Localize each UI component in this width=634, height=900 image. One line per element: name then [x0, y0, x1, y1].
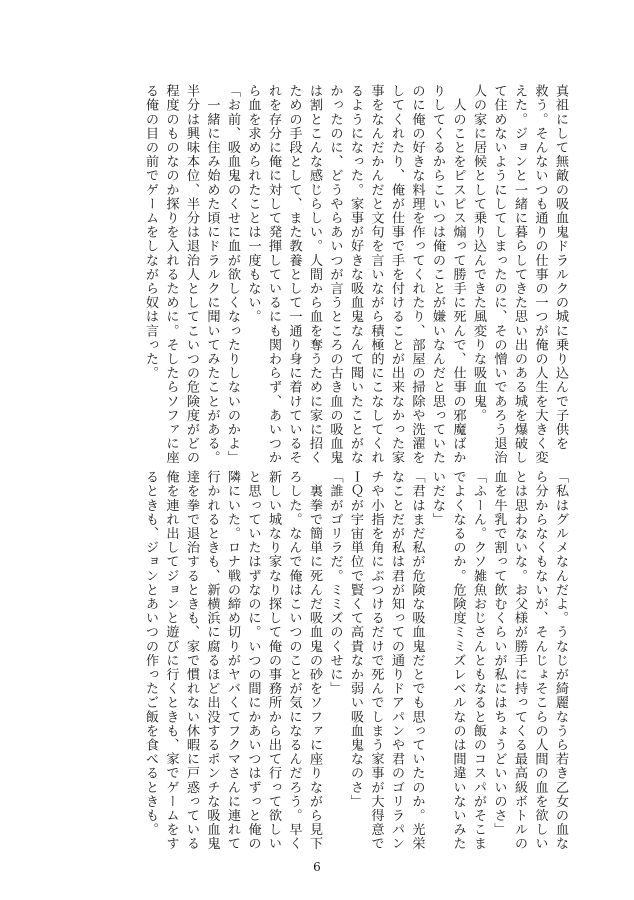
- upper-text-column: れを存分に俺に対して発揮しているにも関わらず、あいつか: [266, 84, 281, 465]
- lower-text-column: 達を拳で退治するときも、家で慣れない休暇に戸惑っている: [184, 470, 199, 851]
- upper-text-column: て住めないようにしてしまったのに、その憎いであろう退治: [491, 84, 507, 465]
- upper-text-column: 人の家に居候として乗り込んできた風変りな吸血鬼。: [471, 84, 486, 423]
- upper-text-column: りしてくるからこいつは俺のことが嫌いなんだと思っていた: [430, 84, 445, 465]
- upper-text-column: 人のことをピスピス煽って勝手に死んで、仕事の邪魔ばか: [450, 84, 466, 465]
- lower-text-column: 「ふーん。クソ雑魚おじさんともなると飯のコスパがそこま: [471, 470, 486, 851]
- upper-text-block: [140, 84, 571, 465]
- upper-text-column: は割とこんな感じらしい。人間から血を奪うために家に招く: [307, 84, 322, 465]
- lower-text-column: 裏拳で簡単に死んだ吸血鬼の砂をソファに座りながら見下: [307, 470, 322, 851]
- lower-text-column: ＩＱが宇宙単位で賢くて高貴なか弱い吸血鬼なのさ」: [348, 470, 363, 809]
- lower-text-column: いだな」: [430, 470, 445, 527]
- upper-text-column: えた。ジョンと一緒に暮らしてきた思い出のある城を爆破し: [512, 84, 527, 465]
- lower-text-block: [140, 470, 571, 851]
- upper-text-column: 真祖にして無敵の吸血鬼ドラルクの城に乗り込んで子供を: [553, 84, 568, 451]
- lower-text-column: 血を牛乳で割って飲むくらいが私にはちょうどいいのさ」: [491, 470, 507, 837]
- lower-text-column: 行かれるときも、新横浜に腐るほど出没するポンチな吸血鬼: [204, 470, 220, 851]
- upper-text-column: るようになった。家事が好きな吸血鬼なんて聞いたことがな: [348, 84, 363, 465]
- upper-text-column: ための手段として、また教養として一通り身に着けているそ: [286, 84, 302, 465]
- lower-text-column: なことだが私は君が知っての通りドアパンや君のゴリラパン: [389, 470, 404, 851]
- upper-text-column: ら血を求められたことは一度もない。: [245, 84, 261, 324]
- lower-text-column: チや小指を角にぶつけるだけで死んでしまう家事が大得意で: [368, 470, 384, 851]
- lower-text-column: ろした。なんで俺はこいつのことが気になるんだろう。早く: [286, 470, 302, 851]
- lower-text-column: 「私はグルメなんだよ。うなじが綺麗なうら若き乙女の血な: [553, 470, 568, 851]
- lower-text-column: 隣にいた。ロナ戦の締め切りがヤバくてフクマさんに連れて: [225, 470, 240, 851]
- lower-text-column: と思っていたはずなのに。いつの間にかあいつはずっと俺の: [245, 470, 261, 851]
- upper-text-column: 「お前、吸血鬼のくせに血が欲しくなったりしないのかよ」: [225, 84, 240, 465]
- lower-text-column: 「誰がゴリラだ。ミミズのくせに」: [327, 470, 343, 696]
- upper-text-column: 一緒に住み始めた頃にドラルクに聞いてみたことがある。: [204, 84, 220, 465]
- upper-text-column: る俺の目の前でゲームをしながら奴は言った。: [143, 84, 158, 381]
- upper-text-column: 程度のものなのか探りを入れるために。そしたらソファに座: [163, 84, 179, 465]
- upper-text-column: してくれたり、俺が仕事で手を付けることが出来なかった家: [389, 84, 404, 465]
- lower-text-column: ら分からなくもないが、そんじょそこらの人間の血を欲しい: [532, 470, 548, 851]
- lower-text-column: でよくなるのか。危険度ミミズレベルなのは間違いないみた: [450, 470, 466, 851]
- lower-text-column: るときも、ジョンとあいつの作ったご飯を食べるときも。: [143, 470, 158, 837]
- upper-text-column: かったのに、どうやらあいつが言うところの古き血の吸血鬼: [327, 84, 343, 465]
- upper-text-column: 救う。そんないつも通りの仕事の一つが俺の人生を大きく変: [532, 84, 548, 465]
- upper-text-column: のに俺の好きな料理を作ってくれたり、部屋の掃除や洗濯を: [409, 84, 425, 465]
- lower-text-column: 新しい城なり家なり探して俺の事務所から出て行って欲しい: [266, 470, 281, 851]
- upper-text-column: 半分は興味本位、半分は退治人としてこいつの危険度がどの: [184, 84, 199, 465]
- lower-text-column: 俺を連れ出してジョンと遊びに行くときも、家でゲームをす: [163, 470, 179, 851]
- page-number: 6: [313, 860, 321, 874]
- upper-text-column: 事をなんだかんだと文句を言いながら積極的にこなしてくれ: [368, 84, 384, 465]
- lower-text-column: 「君はまだ私が危険な吸血鬼だとでも思っていたのか。光栄: [409, 470, 425, 851]
- lower-text-column: とは思わないな。お父様が勝手に持ってくる最高級ボトルの: [512, 470, 527, 851]
